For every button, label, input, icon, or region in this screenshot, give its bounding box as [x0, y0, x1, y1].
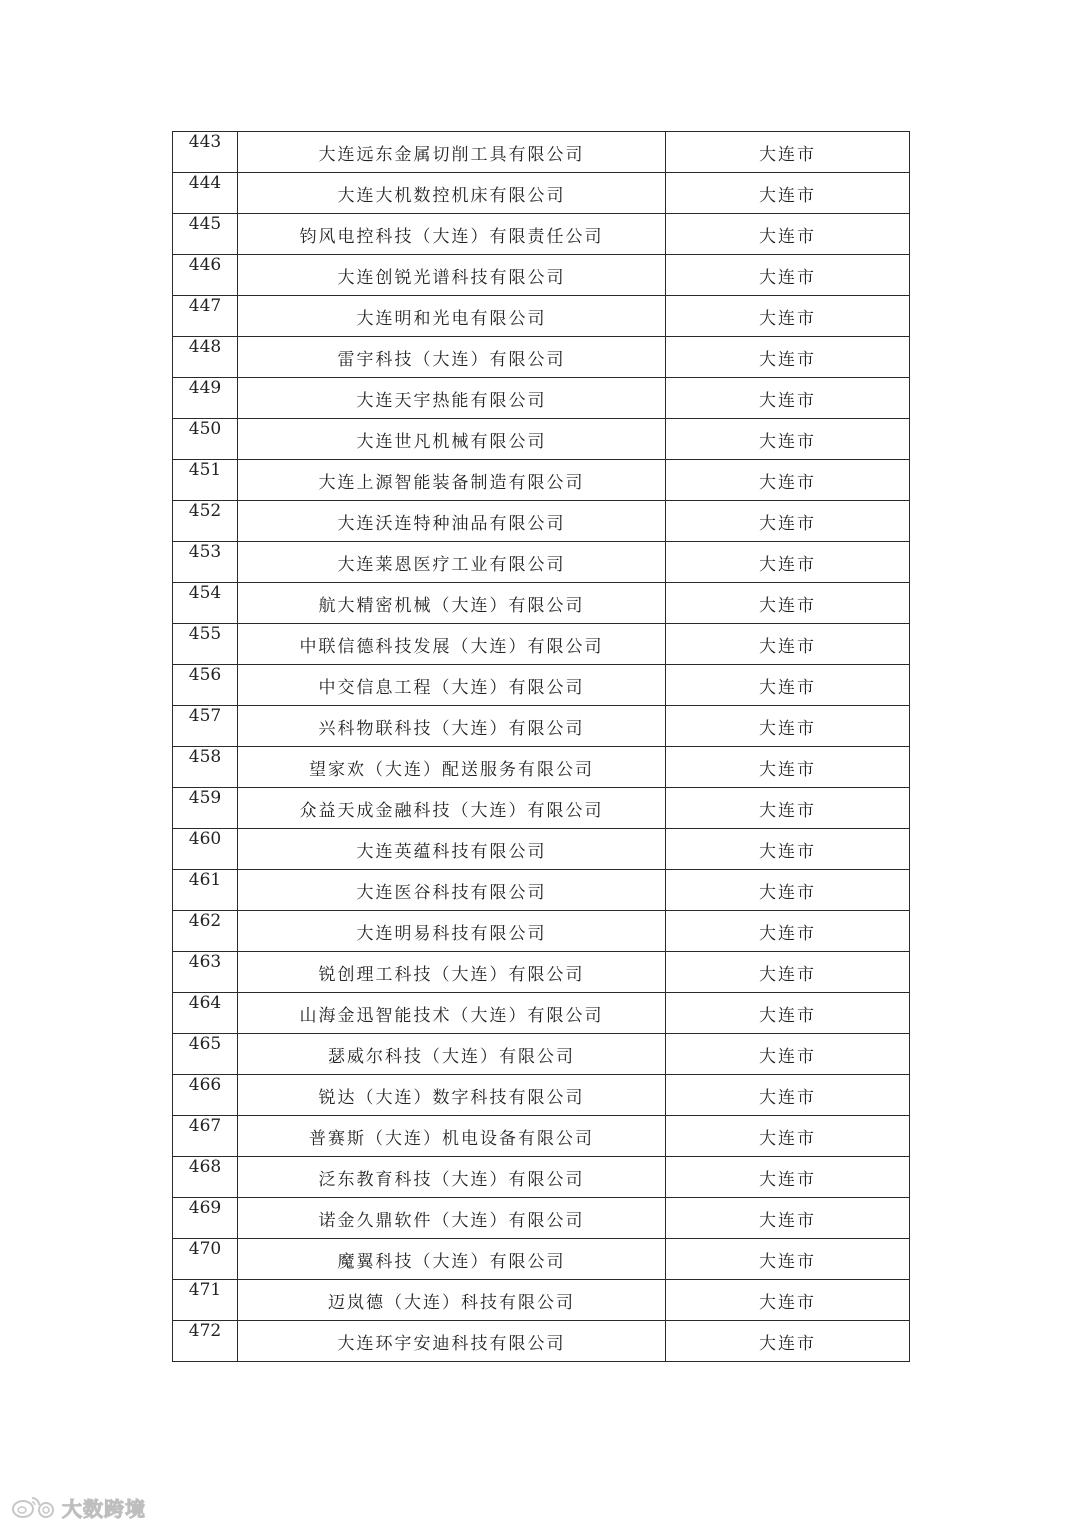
watermark-text: 大数跨境: [62, 1496, 146, 1521]
company-name: 大连英蕴科技有限公司: [238, 829, 666, 870]
company-name: 雷宇科技（大连）有限公司: [238, 337, 666, 378]
row-number: 447: [173, 296, 238, 337]
row-number: 455: [173, 624, 238, 665]
company-city: 大连市: [666, 829, 910, 870]
row-number: 449: [173, 378, 238, 419]
table-row: [173, 952, 910, 993]
table-row: [173, 829, 910, 870]
company-name: 山海金迅智能技术（大连）有限公司: [238, 993, 666, 1034]
company-city: 大连市: [666, 132, 910, 173]
company-city: 大连市: [666, 1239, 910, 1280]
company-name: 锐达（大连）数字科技有限公司: [238, 1075, 666, 1116]
table-row: [173, 665, 910, 706]
table-row: [173, 378, 910, 419]
table-row: [173, 1116, 910, 1157]
table-row: [173, 583, 910, 624]
company-city: 大连市: [666, 747, 910, 788]
company-name: 大连远东金属切削工具有限公司: [238, 132, 666, 173]
company-name: 大连沃连特种油品有限公司: [238, 501, 666, 542]
row-number: 458: [173, 747, 238, 788]
row-number: 456: [173, 665, 238, 706]
row-number: 470: [173, 1239, 238, 1280]
company-city: 大连市: [666, 1157, 910, 1198]
company-city: 大连市: [666, 173, 910, 214]
row-number: 445: [173, 214, 238, 255]
table-row: [173, 1198, 910, 1239]
row-number: 459: [173, 788, 238, 829]
company-city: 大连市: [666, 583, 910, 624]
table-row: [173, 706, 910, 747]
row-number: 463: [173, 952, 238, 993]
company-city: 大连市: [666, 870, 910, 911]
table-row: [173, 1239, 910, 1280]
table-row: [173, 993, 910, 1034]
table-row: [173, 1075, 910, 1116]
company-name: 大连明和光电有限公司: [238, 296, 666, 337]
company-name: 锐创理工科技（大连）有限公司: [238, 952, 666, 993]
company-city: 大连市: [666, 1075, 910, 1116]
row-number: 465: [173, 1034, 238, 1075]
row-number: 452: [173, 501, 238, 542]
row-number: 444: [173, 173, 238, 214]
table-row: [173, 747, 910, 788]
table-row: [173, 460, 910, 501]
company-city: 大连市: [666, 665, 910, 706]
company-name: 大连创锐光谱科技有限公司: [238, 255, 666, 296]
company-city: 大连市: [666, 542, 910, 583]
company-name: 大连莱恩医疗工业有限公司: [238, 542, 666, 583]
row-number: 446: [173, 255, 238, 296]
table-row: [173, 255, 910, 296]
company-city: 大连市: [666, 952, 910, 993]
table-row: [173, 1157, 910, 1198]
table-row: [173, 1034, 910, 1075]
company-name: 大连天宇热能有限公司: [238, 378, 666, 419]
company-name: 中交信息工程（大连）有限公司: [238, 665, 666, 706]
company-name: 中联信德科技发展（大连）有限公司: [238, 624, 666, 665]
company-city: 大连市: [666, 460, 910, 501]
company-name: 大连医谷科技有限公司: [238, 870, 666, 911]
company-name: 大连世凡机械有限公司: [238, 419, 666, 460]
row-number: 469: [173, 1198, 238, 1239]
table-row: [173, 1280, 910, 1321]
weibo-logo-icon: [10, 1494, 56, 1520]
company-name: 泛东教育科技（大连）有限公司: [238, 1157, 666, 1198]
table-row: [173, 419, 910, 460]
company-name: 钧风电控科技（大连）有限责任公司: [238, 214, 666, 255]
company-table: [172, 131, 910, 1362]
table-row: [173, 501, 910, 542]
table-row: [173, 1321, 910, 1362]
row-number: 466: [173, 1075, 238, 1116]
company-name: 众益天成金融科技（大连）有限公司: [238, 788, 666, 829]
company-city: 大连市: [666, 296, 910, 337]
company-city: 大连市: [666, 1198, 910, 1239]
company-name: 诺金久鼎软件（大连）有限公司: [238, 1198, 666, 1239]
row-number: 457: [173, 706, 238, 747]
company-city: 大连市: [666, 419, 910, 460]
company-city: 大连市: [666, 788, 910, 829]
row-number: 464: [173, 993, 238, 1034]
company-city: 大连市: [666, 501, 910, 542]
company-city: 大连市: [666, 993, 910, 1034]
company-city: 大连市: [666, 624, 910, 665]
row-number: 450: [173, 419, 238, 460]
company-city: 大连市: [666, 706, 910, 747]
row-number: 461: [173, 870, 238, 911]
table-row: [173, 870, 910, 911]
company-name: 普赛斯（大连）机电设备有限公司: [238, 1116, 666, 1157]
row-number: 443: [173, 132, 238, 173]
row-number: 462: [173, 911, 238, 952]
table-row: [173, 337, 910, 378]
row-number: 451: [173, 460, 238, 501]
company-city: 大连市: [666, 1321, 910, 1362]
row-number: 467: [173, 1116, 238, 1157]
table-row: [173, 788, 910, 829]
row-number: 448: [173, 337, 238, 378]
company-name: 大连明易科技有限公司: [238, 911, 666, 952]
company-table-body: [173, 132, 910, 1362]
table-row: [173, 132, 910, 173]
company-city: 大连市: [666, 1034, 910, 1075]
table-row: [173, 911, 910, 952]
company-city: 大连市: [666, 911, 910, 952]
company-name: 大连大机数控机床有限公司: [238, 173, 666, 214]
company-name: 兴科物联科技（大连）有限公司: [238, 706, 666, 747]
row-number: 454: [173, 583, 238, 624]
company-city: 大连市: [666, 1280, 910, 1321]
company-city: 大连市: [666, 255, 910, 296]
company-name: 迈岚德（大连）科技有限公司: [238, 1280, 666, 1321]
company-city: 大连市: [666, 1116, 910, 1157]
row-number: 471: [173, 1280, 238, 1321]
row-number: 460: [173, 829, 238, 870]
table-row: [173, 542, 910, 583]
row-number: 468: [173, 1157, 238, 1198]
company-name: 瑟威尔科技（大连）有限公司: [238, 1034, 666, 1075]
table-row: [173, 296, 910, 337]
table-row: [173, 173, 910, 214]
company-city: 大连市: [666, 337, 910, 378]
company-city: 大连市: [666, 378, 910, 419]
table-row: [173, 624, 910, 665]
company-name: 航大精密机械（大连）有限公司: [238, 583, 666, 624]
watermark: [10, 1492, 146, 1522]
company-name: 大连环宇安迪科技有限公司: [238, 1321, 666, 1362]
company-name: 望家欢（大连）配送服务有限公司: [238, 747, 666, 788]
row-number: 472: [173, 1321, 238, 1362]
company-name: 大连上源智能装备制造有限公司: [238, 460, 666, 501]
company-city: 大连市: [666, 214, 910, 255]
row-number: 453: [173, 542, 238, 583]
company-name: 魔翼科技（大连）有限公司: [238, 1239, 666, 1280]
table-row: [173, 214, 910, 255]
